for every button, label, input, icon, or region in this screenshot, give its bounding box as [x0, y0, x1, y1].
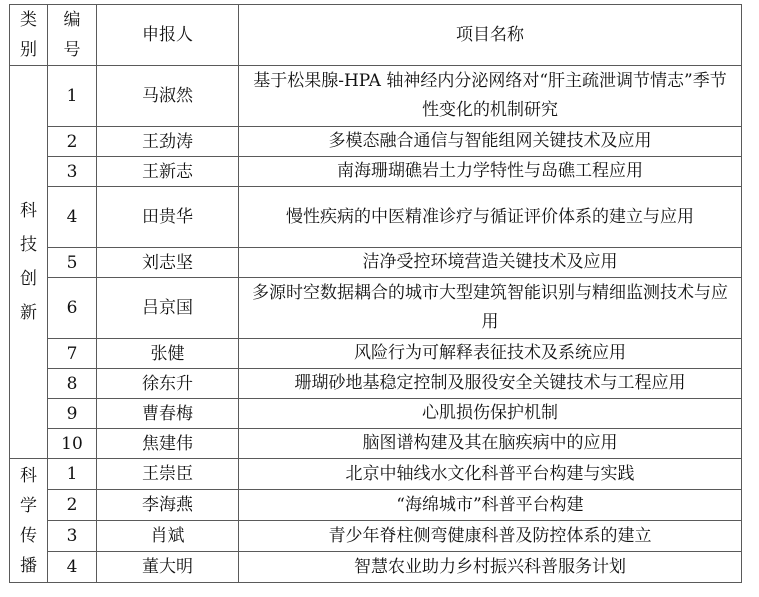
row-project: 慢性疾病的中医精准诊疗与循证评价体系的建立与应用 [239, 187, 742, 248]
row-number: 7 [48, 339, 97, 369]
row-number: 3 [48, 157, 97, 187]
row-applicant: 张健 [97, 339, 239, 369]
row-project: 风险行为可解释表征技术及系统应用 [239, 339, 742, 369]
row-applicant: 曹春梅 [97, 399, 239, 429]
row-project: 脑图谱构建及其在脑疾病中的应用 [239, 429, 742, 459]
row-project: 南海珊瑚礁岩土力学特性与岛礁工程应用 [239, 157, 742, 187]
row-applicant: 刘志坚 [97, 248, 239, 278]
header-category: 类 别 [10, 5, 48, 66]
header-number: 编 号 [48, 5, 97, 66]
table-row [10, 248, 742, 278]
row-number: 6 [48, 278, 97, 339]
row-number: 1 [48, 66, 97, 127]
table-row [10, 552, 742, 583]
row-number: 2 [48, 490, 97, 521]
header-project: 项目名称 [239, 5, 742, 66]
row-project: 洁净受控环境营造关键技术及应用 [239, 248, 742, 278]
row-project: 基于松果腺-HPA 轴神经内分泌网络对“肝主疏泄调节情志”季节性变化的机制研究 [239, 66, 742, 127]
header-applicant: 申报人 [97, 5, 239, 66]
category-science-communication: 科 学 传 播 [10, 459, 48, 583]
table-row [10, 187, 742, 248]
table-row [10, 459, 742, 490]
row-project: 多模态融合通信与智能组网关键技术及应用 [239, 127, 742, 157]
table-row [10, 399, 742, 429]
table-row [10, 490, 742, 521]
row-number: 3 [48, 521, 97, 552]
table-row [10, 429, 742, 459]
row-number: 9 [48, 399, 97, 429]
row-project: “海绵城市”科普平台构建 [239, 490, 742, 521]
table-row [10, 66, 742, 127]
table-header-row [10, 5, 742, 66]
row-applicant: 田贵华 [97, 187, 239, 248]
row-number: 1 [48, 459, 97, 490]
row-applicant: 李海燕 [97, 490, 239, 521]
row-project: 珊瑚砂地基稳定控制及服役安全关键技术与工程应用 [239, 369, 742, 399]
table-row [10, 127, 742, 157]
row-applicant: 徐东升 [97, 369, 239, 399]
row-project: 多源时空数据耦合的城市大型建筑智能识别与精细监测技术与应用 [239, 278, 742, 339]
row-number: 5 [48, 248, 97, 278]
category-tech-innovation: 科 技 创 新 [10, 66, 48, 459]
row-project: 北京中轴线水文化科普平台构建与实践 [239, 459, 742, 490]
row-applicant: 肖斌 [97, 521, 239, 552]
row-applicant: 马淑然 [97, 66, 239, 127]
table-row [10, 521, 742, 552]
row-applicant: 吕京国 [97, 278, 239, 339]
row-applicant: 王劲涛 [97, 127, 239, 157]
row-applicant: 董大明 [97, 552, 239, 583]
row-number: 8 [48, 369, 97, 399]
row-project: 青少年脊柱侧弯健康科普及防控体系的建立 [239, 521, 742, 552]
row-number: 2 [48, 127, 97, 157]
row-project: 智慧农业助力乡村振兴科普服务计划 [239, 552, 742, 583]
table-row [10, 278, 742, 339]
row-applicant: 焦建伟 [97, 429, 239, 459]
row-applicant: 王新志 [97, 157, 239, 187]
row-number: 10 [48, 429, 97, 459]
table-row [10, 339, 742, 369]
row-project: 心肌损伤保护机制 [239, 399, 742, 429]
row-applicant: 王崇臣 [97, 459, 239, 490]
award-table [9, 4, 742, 583]
table-row [10, 369, 742, 399]
row-number: 4 [48, 552, 97, 583]
row-number: 4 [48, 187, 97, 248]
table-row [10, 157, 742, 187]
